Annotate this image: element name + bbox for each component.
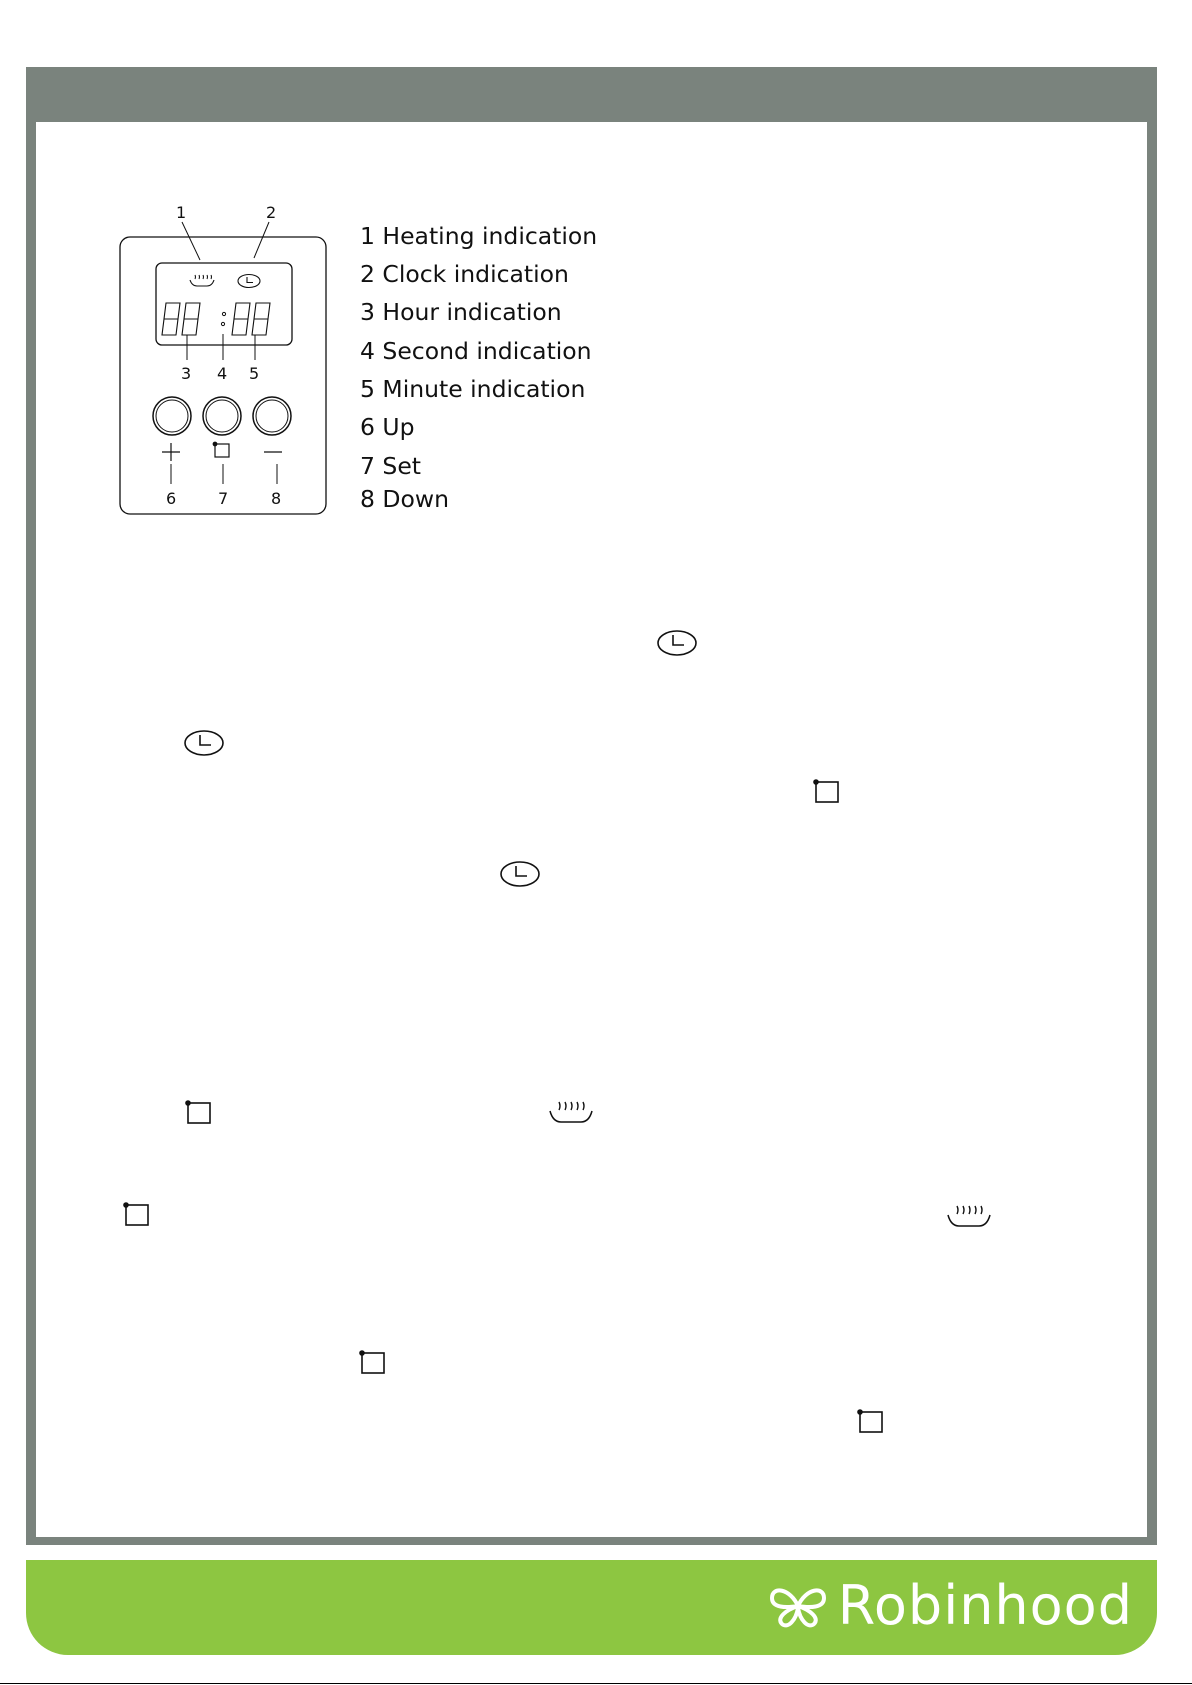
callout-5: 5 (249, 364, 260, 383)
callout-2: 2 (266, 203, 277, 222)
legend-item-second: 4 Second indication (360, 337, 592, 365)
legend-item-heating: 1 Heating indication (360, 222, 598, 250)
clock-icon (499, 860, 541, 888)
legend-item-hour: 3 Hour indication (360, 298, 562, 326)
legend-item-up: 6 Up (360, 413, 415, 441)
page-bottom-rule (0, 1683, 1192, 1684)
callout-4: 4 (217, 364, 228, 383)
callout-1: 1 (176, 203, 187, 222)
legend-item-minute: 5 Minute indication (360, 375, 586, 403)
up-button[interactable] (153, 397, 191, 435)
callout-7: 7 (218, 489, 229, 508)
clock-icon (656, 629, 698, 657)
set-icon (855, 1407, 885, 1435)
minute-digits (232, 303, 270, 335)
set-icon (213, 442, 229, 457)
set-icon (183, 1098, 213, 1126)
plus-icon (162, 443, 180, 461)
set-icon (357, 1348, 387, 1376)
heating-icon (190, 275, 214, 286)
second-indicator-dots (221, 312, 225, 325)
set-button[interactable] (203, 397, 241, 435)
legend-item-clock: 2 Clock indication (360, 260, 569, 288)
control-panel-diagram (114, 200, 334, 520)
hour-digits (162, 303, 200, 335)
heating-icon (945, 1201, 993, 1231)
butterfly-logo-icon (768, 1582, 828, 1630)
set-icon (121, 1200, 151, 1228)
brand-logo (768, 1576, 1133, 1636)
footer-bar (26, 1560, 1157, 1655)
callout-8: 8 (271, 489, 282, 508)
callout-3: 3 (181, 364, 192, 383)
callout-6: 6 (166, 489, 177, 508)
set-icon (811, 777, 841, 805)
brand-name: Robinhood (837, 1574, 1133, 1637)
down-button[interactable] (253, 397, 291, 435)
clock-icon (183, 729, 225, 757)
clock-icon (238, 275, 260, 288)
heating-icon (547, 1097, 595, 1127)
legend-item-down: 8 Down (360, 485, 450, 513)
legend-item-set: 7 Set (360, 452, 422, 480)
